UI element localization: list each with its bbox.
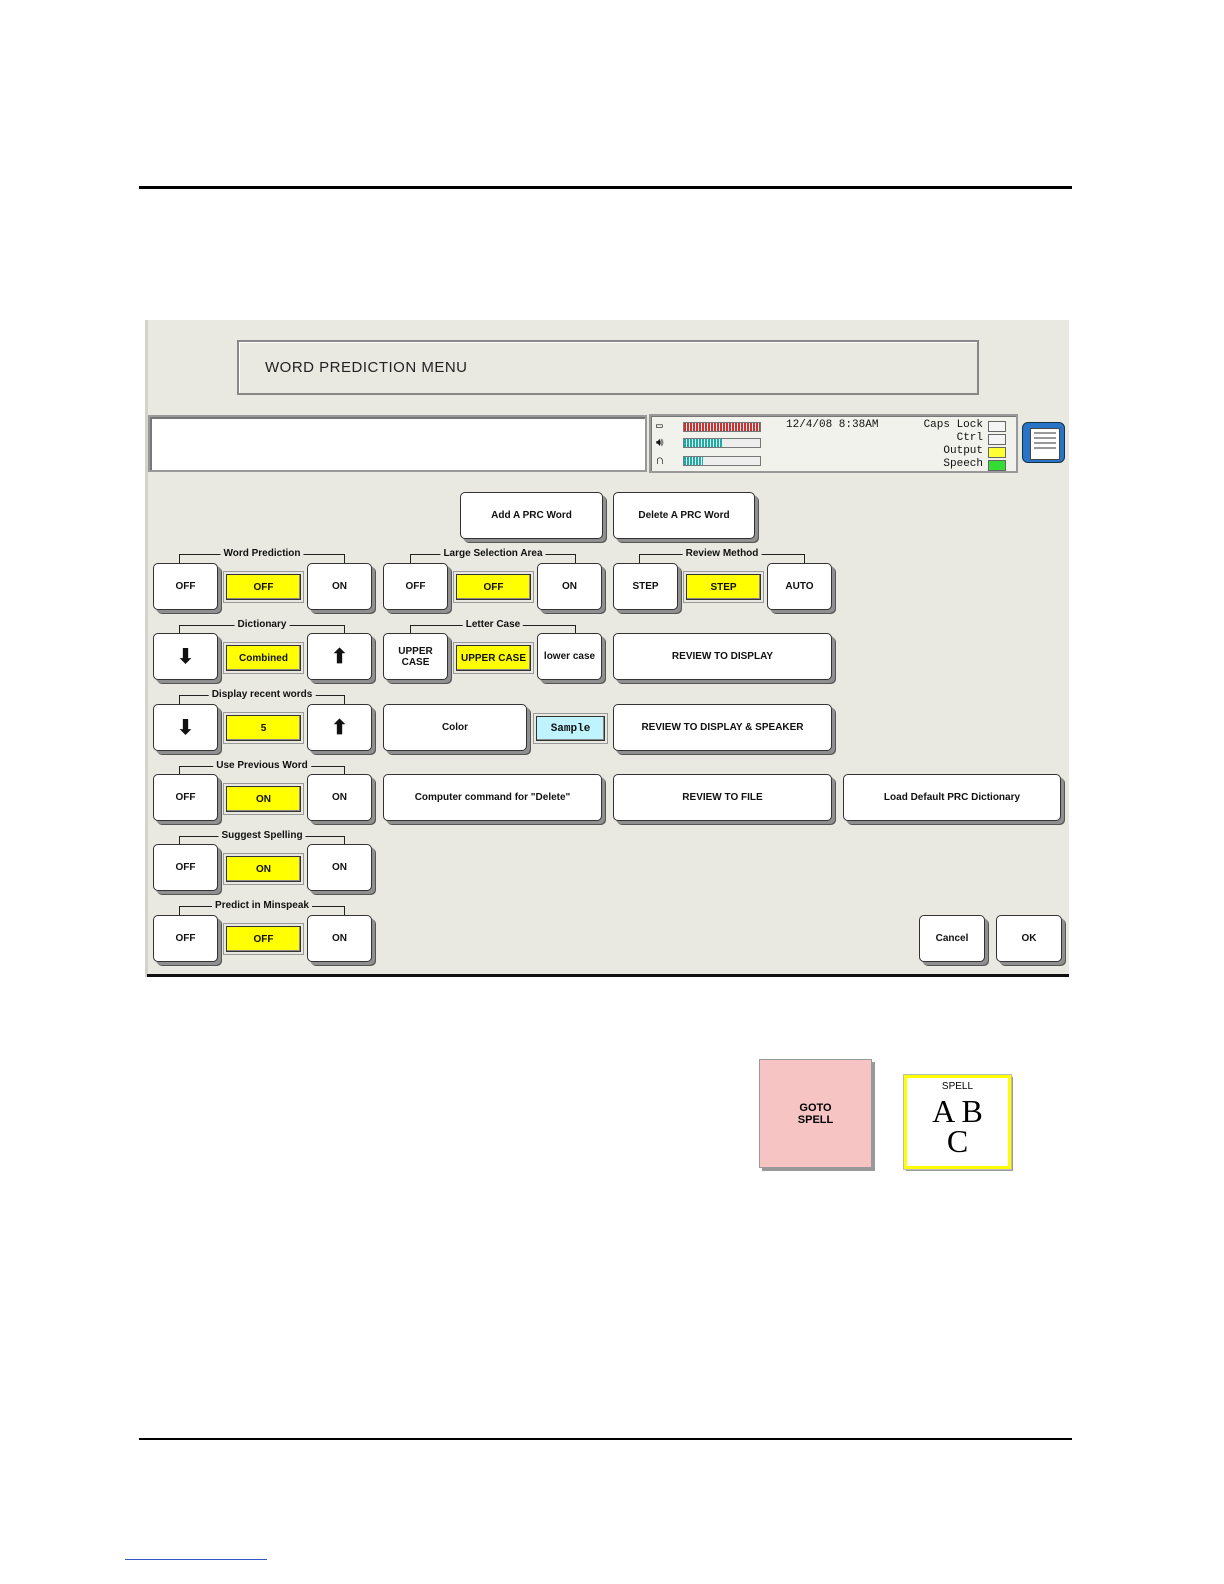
delete-prc-word-button[interactable]: Delete A PRC Word — [613, 492, 755, 539]
volume-meter — [683, 438, 761, 448]
spell-caption: SPELL — [941, 1081, 974, 1092]
word-prediction-value: OFF — [226, 574, 301, 600]
word-prediction-screen — [145, 320, 1069, 977]
recent-words-value: 5 — [226, 715, 301, 741]
review-to-display-speaker-button[interactable]: REVIEW TO DISPLAY & SPEAKER — [613, 704, 832, 751]
review-to-file-button[interactable]: REVIEW TO FILE — [613, 774, 832, 821]
word-prediction-label: Word Prediction — [220, 548, 303, 559]
output-indicator — [988, 447, 1006, 458]
dictionary-value: Combined — [226, 645, 301, 671]
large-selection-value: OFF — [456, 574, 531, 600]
use-previous-value: ON — [226, 786, 301, 812]
review-to-display-button[interactable]: REVIEW TO DISPLAY — [613, 633, 832, 680]
color-button[interactable]: Color — [383, 704, 527, 751]
letter-case-value: UPPER CASE — [456, 645, 531, 671]
datetime: 12/4/08 8:38AM — [786, 419, 879, 431]
suggest-spelling-on-button[interactable]: ON — [307, 844, 372, 891]
spell-glyph — [907, 1093, 1008, 1159]
recent-words-down-arrow-icon[interactable]: ⬇ — [153, 704, 218, 751]
suggest-spelling-value: ON — [226, 856, 301, 882]
color-sample: Sample — [536, 716, 605, 741]
recent-words-up-arrow-icon[interactable]: ⬆ — [307, 704, 372, 751]
review-method-value: STEP — [686, 574, 761, 600]
suggest-spelling-label: Suggest Spelling — [218, 830, 305, 841]
add-prc-word-button[interactable]: Add A PRC Word — [460, 492, 603, 539]
computer-command-delete-button[interactable]: Computer command for "Delete" — [383, 774, 602, 821]
output-label: Output — [943, 445, 983, 457]
headphones-icon: ∩ — [656, 453, 664, 468]
predict-minspeak-label: Predict in Minspeak — [212, 900, 312, 911]
speech-indicator — [988, 460, 1006, 471]
cancel-button[interactable]: Cancel — [919, 915, 985, 962]
review-method-label: Review Method — [683, 548, 762, 559]
predict-minspeak-on-button[interactable]: ON — [307, 915, 372, 962]
load-default-dictionary-button[interactable]: Load Default PRC Dictionary — [843, 774, 1061, 821]
footer-link-underline — [125, 1559, 267, 1560]
dictionary-up-arrow-icon[interactable]: ⬆ — [307, 633, 372, 680]
ok-button[interactable]: OK — [996, 915, 1062, 962]
page-title: WORD PREDICTION MENU — [265, 359, 468, 376]
goto-spell-icon[interactable]: GOTO SPELL — [759, 1059, 872, 1168]
top-rule — [139, 186, 1072, 189]
review-method-step-button[interactable]: STEP — [613, 563, 678, 610]
predict-minspeak-off-button[interactable]: OFF — [153, 915, 218, 962]
predict-minspeak-value: OFF — [226, 926, 301, 952]
letter-case-label: Letter Case — [463, 619, 523, 630]
caps-lock-indicator — [988, 421, 1006, 432]
large-selection-on-button[interactable]: ON — [537, 563, 602, 610]
battery-icon: ▭ — [656, 421, 663, 433]
spell-glyph-bottom: C — [946, 1123, 969, 1159]
spell-abc-icon[interactable] — [904, 1075, 1011, 1169]
headphone-meter — [683, 456, 761, 466]
speech-label: Speech — [943, 458, 983, 470]
speaker-icon: 🔊︎ — [656, 436, 664, 450]
menu-list-icon — [1030, 428, 1060, 460]
bottom-rule — [139, 1438, 1072, 1440]
suggest-spelling-off-button[interactable]: OFF — [153, 844, 218, 891]
caps-lock-label: Caps Lock — [923, 419, 983, 431]
ctrl-label: Ctrl — [956, 432, 983, 444]
upper-case-button[interactable]: UPPER CASE — [383, 633, 448, 680]
battery-meter — [683, 422, 761, 432]
spell-glyph-top: A B — [932, 1093, 983, 1129]
large-selection-off-button[interactable]: OFF — [383, 563, 448, 610]
dictionary-down-arrow-icon[interactable]: ⬇ — [153, 633, 218, 680]
use-previous-label: Use Previous Word — [213, 760, 311, 771]
menu-icon[interactable] — [1022, 422, 1065, 463]
dictionary-label: Dictionary — [235, 619, 290, 630]
word-prediction-off-button[interactable]: OFF — [153, 563, 218, 610]
use-previous-on-button[interactable]: ON — [307, 774, 372, 821]
review-method-auto-button[interactable]: AUTO — [767, 563, 832, 610]
title-bar — [237, 340, 979, 395]
lower-case-button[interactable]: lower case — [537, 633, 602, 680]
status-panel — [649, 414, 1018, 473]
use-previous-off-button[interactable]: OFF — [153, 774, 218, 821]
ctrl-indicator — [988, 434, 1006, 445]
message-window[interactable] — [148, 415, 647, 472]
screen-bottom-line — [147, 974, 1069, 977]
word-prediction-on-button[interactable]: ON — [307, 563, 372, 610]
recent-words-label: Display recent words — [209, 689, 316, 700]
large-selection-label: Large Selection Area — [440, 548, 545, 559]
